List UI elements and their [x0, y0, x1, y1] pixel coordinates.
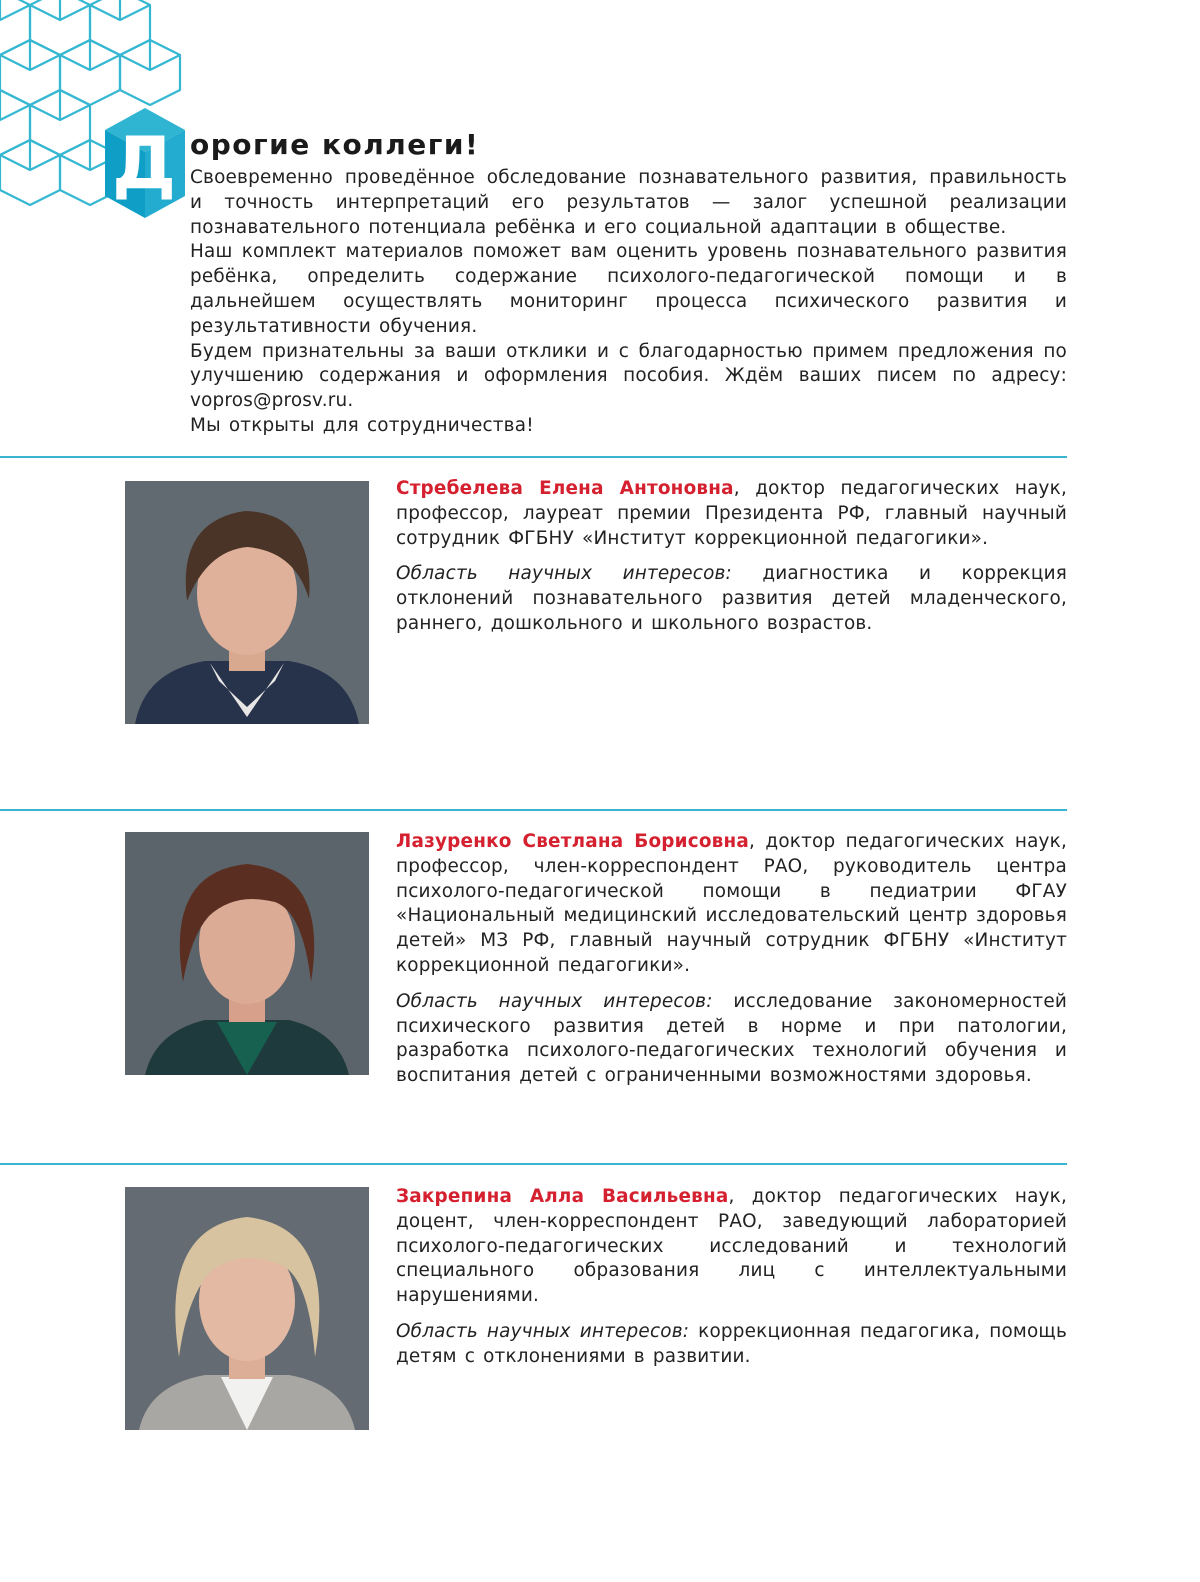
author-title: , доктор педагогических наук, профессор, член-корреспондент РАО, руководитель центра психолого-педагогической помощи в педиатрии ФГАУ «Национальный медицинский исследовательский центр здоровья детей» МЗ РФ, главный научный сотрудник ФГБНУ «Институт коррекционной педагогики».: [396, 831, 1067, 976]
section-divider: [0, 456, 1067, 458]
author-photo: [125, 1187, 369, 1430]
intro-paragraph: Своевременно проведённое обследование познавательного развития, правильность и точность интерпретаций его результатов — залог успешной реализации познавательного потенциала ребёнка и его социальной адаптации в обществе.: [190, 167, 1067, 238]
intro-paragraph: Мы открыты для сотрудничества!: [190, 414, 534, 436]
author-bio: [396, 1185, 1067, 1381]
author-title: , доктор педагогических наук, профессор, лауреат премии Президента РФ, главный научный сотрудник ФГБНУ «Институт коррекционной педагогики».: [396, 478, 1067, 549]
interests-text: коррекционная педагогика, помощь детям с отклонениями в развитии.: [396, 1320, 1067, 1367]
author-bio: [396, 477, 1067, 648]
author-title: , доктор педагогических наук, доцент, член-корреспондент РАО, заведующий лабораторией психолого-педагогических исследований и технологий специального образования лиц с интеллектуальными нарушениями.: [396, 1186, 1067, 1307]
intro-paragraph: Наш комплект материалов поможет вам оценить уровень познавательного развития ребёнка, определить содержание психолого-педагогической помощи и в дальнейшем осуществлять мониторинг процесса психического развития и результативности обучения.: [190, 241, 1067, 337]
interests-label: Область научных интересов:: [396, 990, 713, 1012]
author-bio: [396, 830, 1067, 1100]
section-divider: [0, 1163, 1067, 1165]
intro-paragraph: Будем признательны за ваши отклики и с благодарностью примем предложения по улучшению содержания и оформления пособия. Ждём ваших писем по адресу: vopros@prosv.ru.: [190, 340, 1067, 412]
author-name: Стребелева Елена Антоновна: [396, 478, 734, 499]
author-name: Лазуренко Светлана Борисовна: [396, 831, 750, 852]
interests-text: исследование закономерностей психического развития детей в норме и при патологии, разработка психолого-педагогических технологий обучения и воспитания детей с ограниченными возможностями здоровья.: [396, 990, 1067, 1087]
intro-text: [190, 166, 1067, 439]
interests-label: Область научных интересов:: [396, 1320, 690, 1342]
author-photo: [125, 832, 369, 1075]
author-photo: [125, 481, 369, 724]
interests-label: Область научных интересов:: [396, 563, 732, 585]
section-divider: [0, 809, 1067, 811]
drop-cap-letter: Д: [112, 121, 177, 205]
interests-text: диагностика и коррекция отклонений познавательного развития детей младенческого, раннего, дошкольного и школьного возрастов.: [396, 563, 1068, 634]
author-name: Закрепина Алла Васильевна: [396, 1186, 729, 1207]
page-title: орогие коллеги!: [190, 128, 480, 161]
